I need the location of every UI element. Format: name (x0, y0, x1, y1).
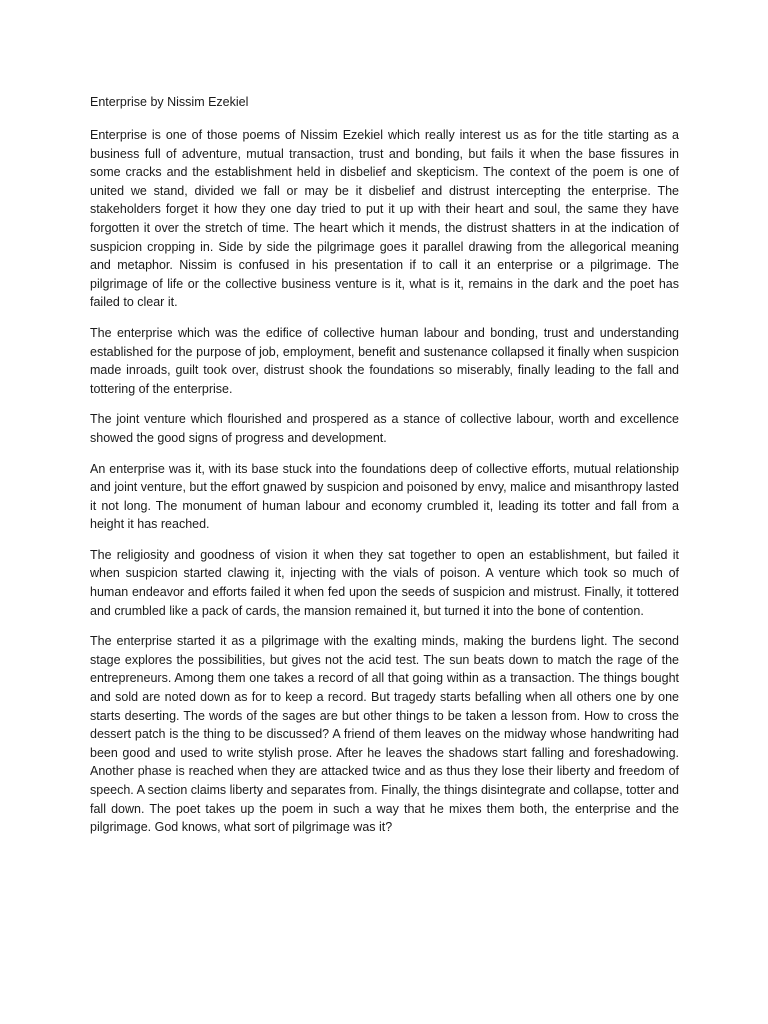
document-title: Enterprise by Nissim Ezekiel (90, 95, 249, 109)
paragraph-religiosity: The religiosity and goodness of vision it when they sat together to open an establishment, but failed it when suspicion started clawing it, injecting with the vials of poison. A venture which took so much of human endeavor and efforts failed it when fed upon the seeds of suspicion and mistrust. Finally, it tottered and crumbled like a pack of cards, the mansion remained it, but turned it into the bone of contention. (90, 547, 679, 618)
paragraph-edifice: The enterprise which was the edifice of collective human labour and bonding, trust and understanding established for the purpose of job, employment, benefit and sustenance collapsed it finally when suspicion made inroads, guilt took over, distrust shook the foundations so miserably, finally leading to the fall and tottering of the enterprise. (90, 325, 679, 396)
paragraph-intro: Enterprise is one of those poems of Nissim Ezekiel which really interest us as for the title starting as a business full of adventure, mutual transaction, trust and bonding, but fails it when the base fissures in some cracks and the establishment held in disbelief and skepticism. The context of the poem is one of united we stand, divided we fall or may be it disbelief and distrust intercepting the enterprise. The stakeholders forget it how they one day tried to put it up with their heart and soul, the same they have forgotten it over the stretch of time. The heart which it mends, the distrust shatters in at the indication of suspicion cropping in. Side by side the pilgrimage goes it parallel drawing from the allegorical meaning and metaphor. Nissim is confused in his presentation if to call it an enterprise or a pilgrimage. The pilgrimage of life or the collective business venture is it, what is it, remains in the dark and the poet has failed to clear it. (90, 128, 679, 310)
paragraph-joint-venture: The joint venture which flourished and prospered as a stance of collective labour, worth and excellence showed the good signs of progress and development. (90, 412, 679, 445)
paragraph-pilgrimage: The enterprise started it as a pilgrimage with the exalting minds, making the burdens light. The second stage explores the possibilities, but gives not the acid test. The sun beats down to match the rage of the entrepreneurs. Among them one takes a record of all that going within as a transaction. The things bought and sold are noted down as for to keep a record. But tragedy starts befalling when all others one by one starts deserting. The words of the sages are but other things to be taken a lesson from. How to cross the dessert patch is the thing to be discussed? A friend of them leaves on the midway whose handwriting had been good and used to write stylish prose. After he leaves the shadows start falling and foreshadowing. Another phase is reached when they are attacked twice and as thus they lose their liberty and freedom of speech. A section claims liberty and separates from. Finally, the things disintegrate and collapse, totter and fall down. The poet takes up the poem in such a way that he mixes them both, the enterprise and the pilgrimage. God knows, what sort of pilgrimage was it? (90, 634, 679, 835)
paragraph-foundations: An enterprise was it, with its base stuck into the foundations deep of collective efforts, mutual relationship and joint venture, but the effort gnawed by suspicion and poisoned by envy, malice and misanthropy lasted it not long. The monument of human labour and economy crumbled it, leading its totter and fall from a height it has reached. (90, 461, 679, 532)
